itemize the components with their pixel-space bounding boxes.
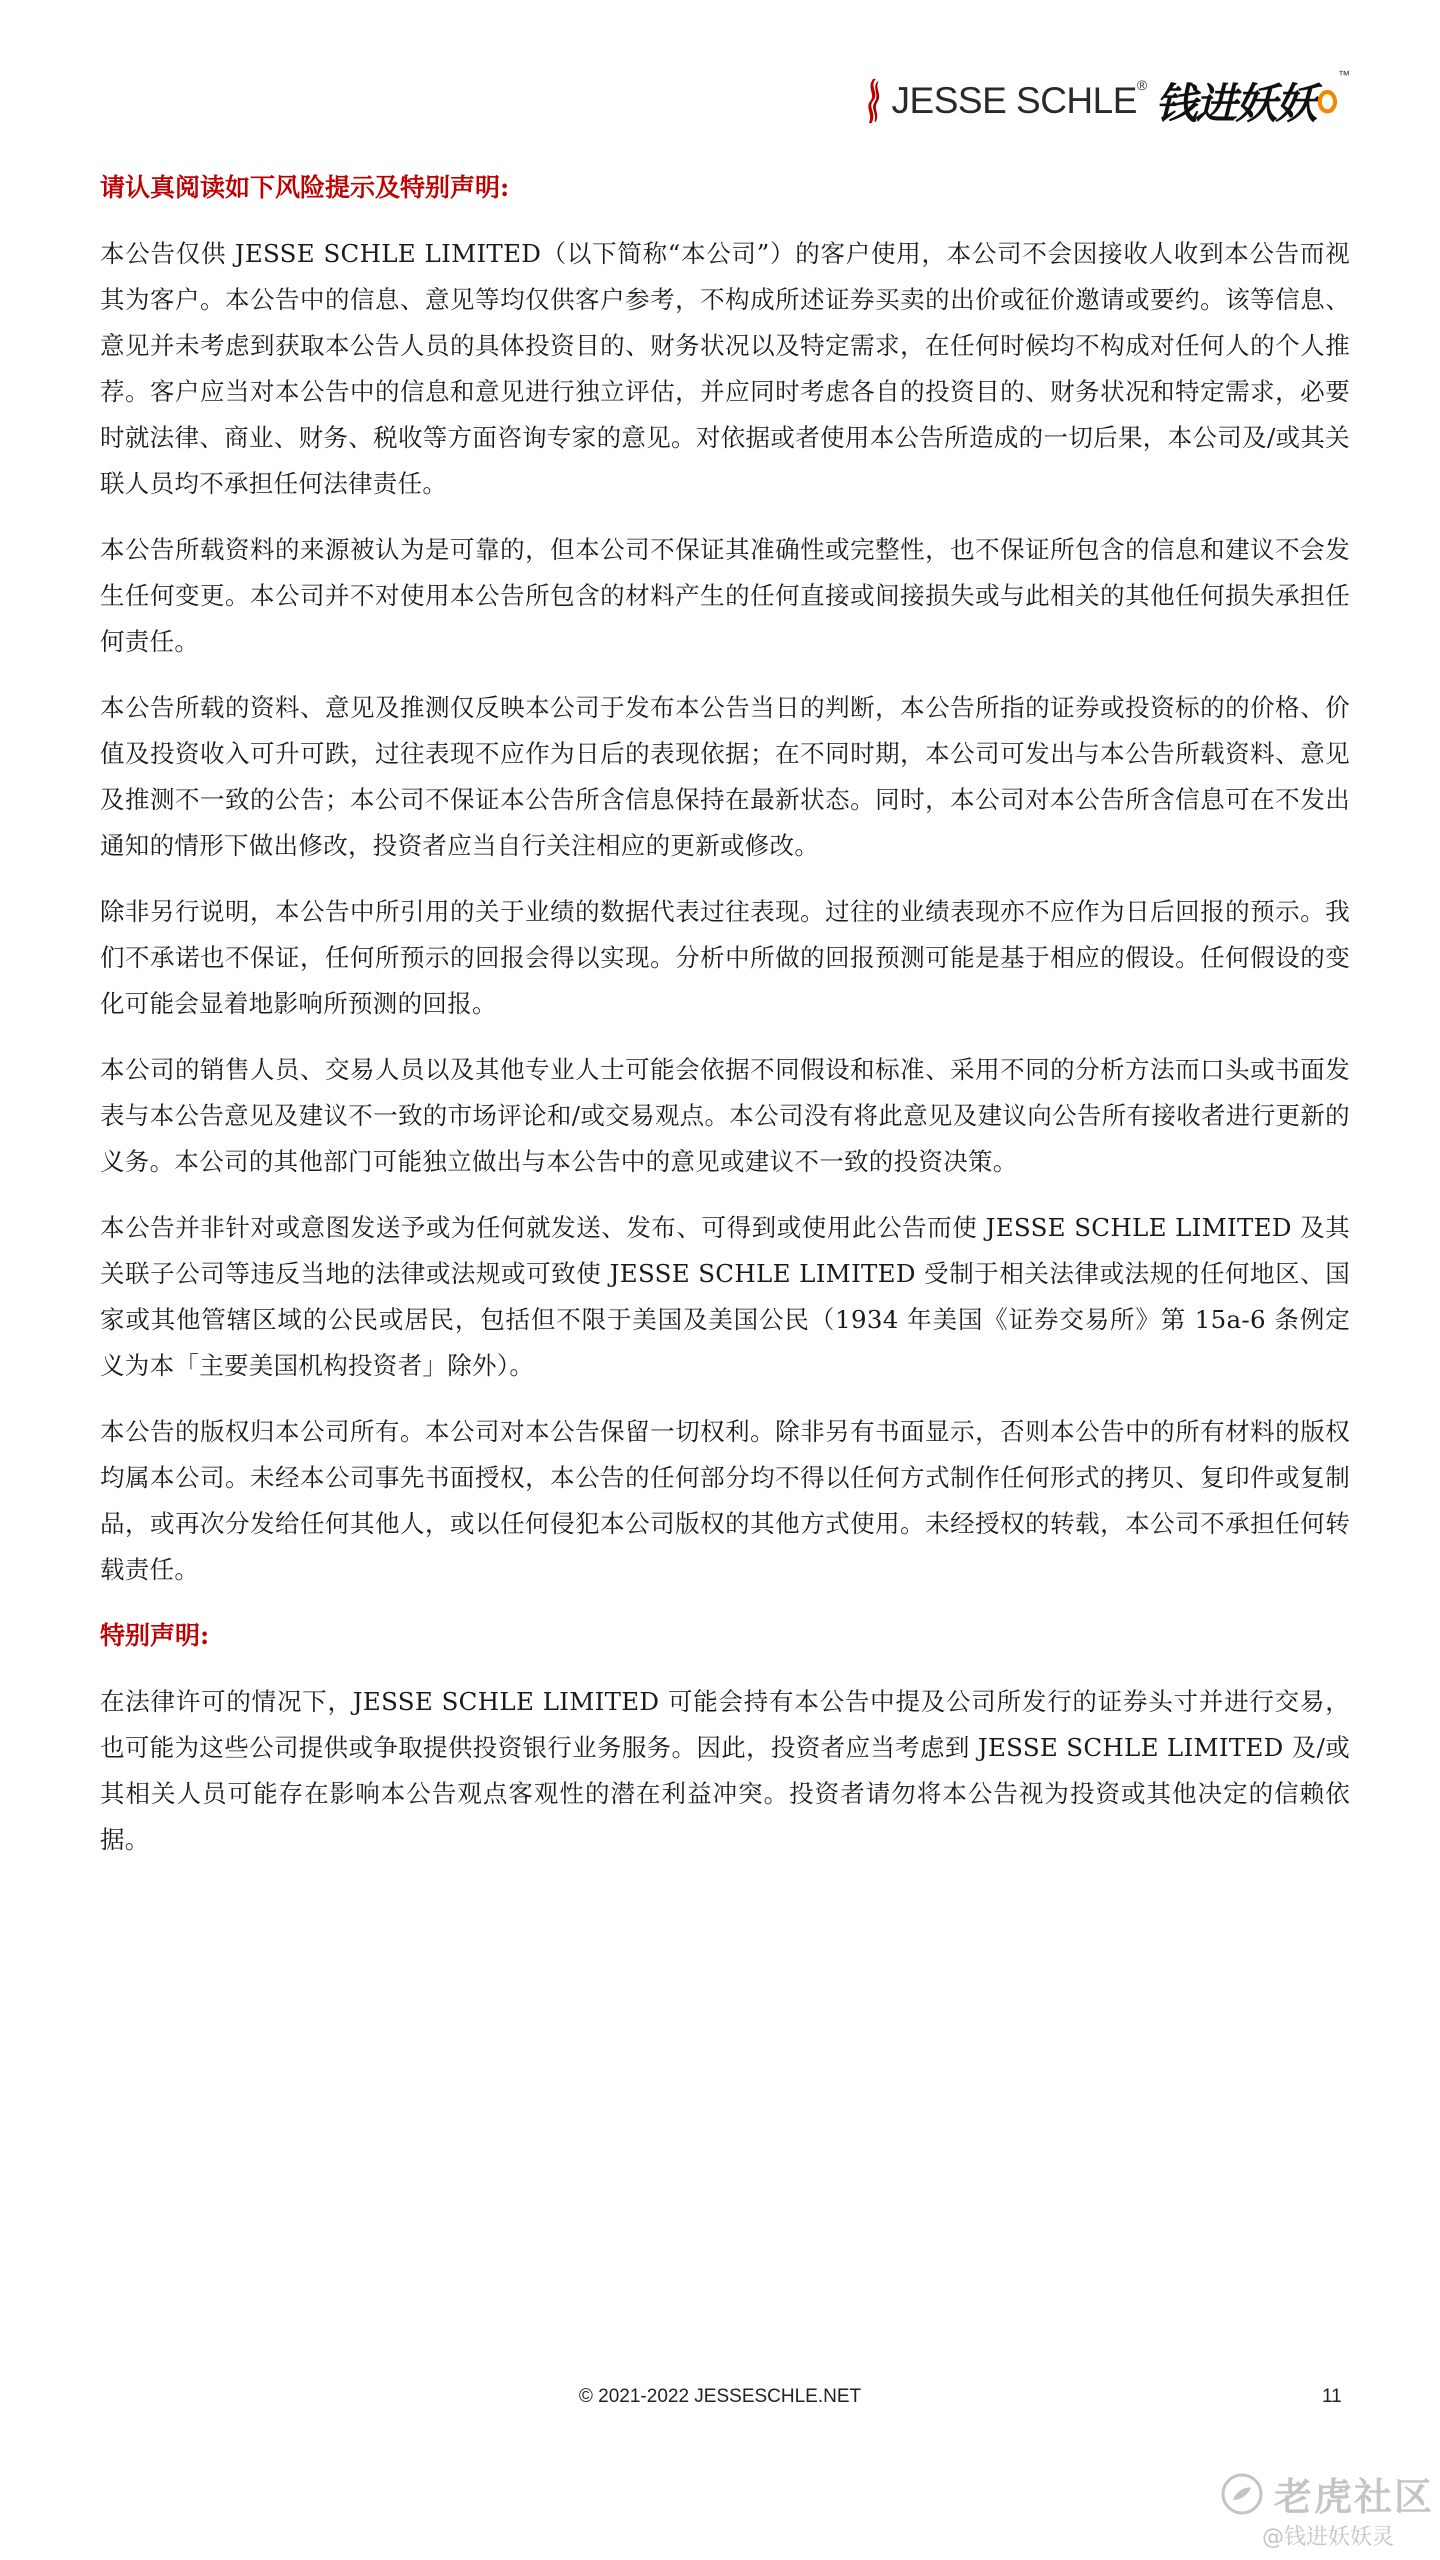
disclaimer-paragraph: 本公告的版权归本公司所有。本公司对本公告保留一切权利。除非另有书面显示，否则本公告中的所有材料的版权均属本公司。未经本公司事先书面授权，本公告的任何部分均不得以任何方式制作任何形式的拷贝、复印件或复制品，或再次分发给任何其他人，或以任何侵犯本公司版权的其他方式使用。未经授权的转载，本公司不承担任何转载责任。	[100, 1417, 1350, 1584]
orange-ring-icon	[1317, 82, 1338, 120]
disclaimer-paragraph: 本公告所载的资料、意见及推测仅反映本公司于发布本公告当日的判断，本公告所指的证券或投资标的的价格、价值及投资收入可升可跌，过往表现不应作为日后的表现依据；在不同时期，本公司可发出与本公告所载资料、意见及推测不一致的公告；本公司不保证本公告所含信息保持在最新状态。同时，本公司对本公告所含信息可在不发出通知的情形下做出修改，投资者应当自行关注相应的更新或修改。	[100, 693, 1350, 860]
community-watermark	[1220, 2466, 1434, 2521]
footer-copyright: © 2021-2022 JESSESCHLE.NET	[578, 2386, 862, 2407]
disclaimer-paragraph: 本公告并非针对或意图发送予或为任何就发送、发布、可得到或使用此公告而使 JESSE SCHLE LIMITED 及其关联子公司等违反当地的法律或法规或可致使 JESSE SCHLE LIMITED 受制于相关法律或法规的任何地区、国家或其他管辖区域的公民或居民，包括但不限于美国及美国公民（1934 年美国《证券交易所》第 15a-6 条例定义为本「主要美国机构投资者」除外）。	[100, 1213, 1350, 1380]
page-number: 11	[1322, 2386, 1342, 2407]
disclaimer-content	[100, 165, 1350, 1883]
risk-warning-title: 请认真阅读如下风险提示及特别声明:	[100, 173, 510, 202]
disclaimer-paragraph: 除非另行说明，本公告中所引用的关于业绩的数据代表过往表现。过往的业绩表现亦不应作为日后回报的预示。我们不承诺也不保证，任何所预示的回报会得以实现。分析中所做的回报预测可能是基于相应的假设。任何假设的变化可能会显着地影响所预测的回报。	[100, 897, 1350, 1018]
brand-cn-name: 钱进妖妖	[1155, 79, 1316, 128]
disclaimer-paragraph: 本公告仅供 JESSE SCHLE LIMITED（以下简称“本公司”）的客户使用，本公司不会因接收人收到本公告而视其为客户。本公告中的信息、意见等均仅供客户参考，不构成所述证券买卖的出价或征价邀请或要约。该等信息、意见并未考虑到获取本公告人员的具体投资目的、财务状况以及特定需求，在任何时候均不构成对任何人的个人推荐。客户应当对本公告中的信息和意见进行独立评估，并应同时考虑各自的投资目的、财务状况和特定需求，必要时就法律、商业、财务、税收等方面咨询专家的意见。对依据或者使用本公告所造成的一切后果，本公司及/或其关联人员均不承担任何法律责任。	[100, 239, 1350, 498]
tiger-community-icon	[1220, 2472, 1264, 2516]
trademark-mark: ™	[1338, 68, 1350, 82]
brand-name: JESSE SCHLE	[891, 80, 1137, 121]
disclaimer-paragraph: 本公告所载资料的来源被认为是可靠的，但本公司不保证其准确性或完整性，也不保证所包含的信息和建议不会发生任何变更。本公司并不对使用本公告所包含的材料产生的任何直接或间接损失或与此相关的其他任何损失承担任何责任。	[100, 535, 1350, 656]
disclaimer-paragraph: 本公司的销售人员、交易人员以及其他专业人士可能会依据不同假设和标准、采用不同的分析方法而口头或书面发表与本公告意见及建议不一致的市场评论和/或交易观点。本公司没有将此意见及建议向公告所有接收者进行更新的义务。本公司的其他部门可能独立做出与本公告中的意见或建议不一致的投资决策。	[100, 1055, 1350, 1176]
brand-logo	[862, 62, 1350, 140]
jesse-schle-mark-icon	[862, 67, 886, 135]
watermark-user: @钱进妖妖灵	[1262, 2525, 1395, 2550]
special-statement-title: 特别声明:	[100, 1621, 210, 1650]
watermark-site: 老虎社区	[1274, 2475, 1435, 2519]
registered-mark: ®	[1136, 77, 1148, 93]
special-statement-paragraph: 在法律许可的情况下，JESSE SCHLE LIMITED 可能会持有本公告中提及公司所发行的证券头寸并进行交易，也可能为这些公司提供或争取提供投资银行业务服务。因此，投资者应当考虑到 JESSE SCHLE LIMITED 及/或其相关人员可能存在影响本公告观点客观性的潜在利益冲突。投资者请勿将本公告视为投资或其他决定的信赖依据。	[100, 1687, 1350, 1854]
